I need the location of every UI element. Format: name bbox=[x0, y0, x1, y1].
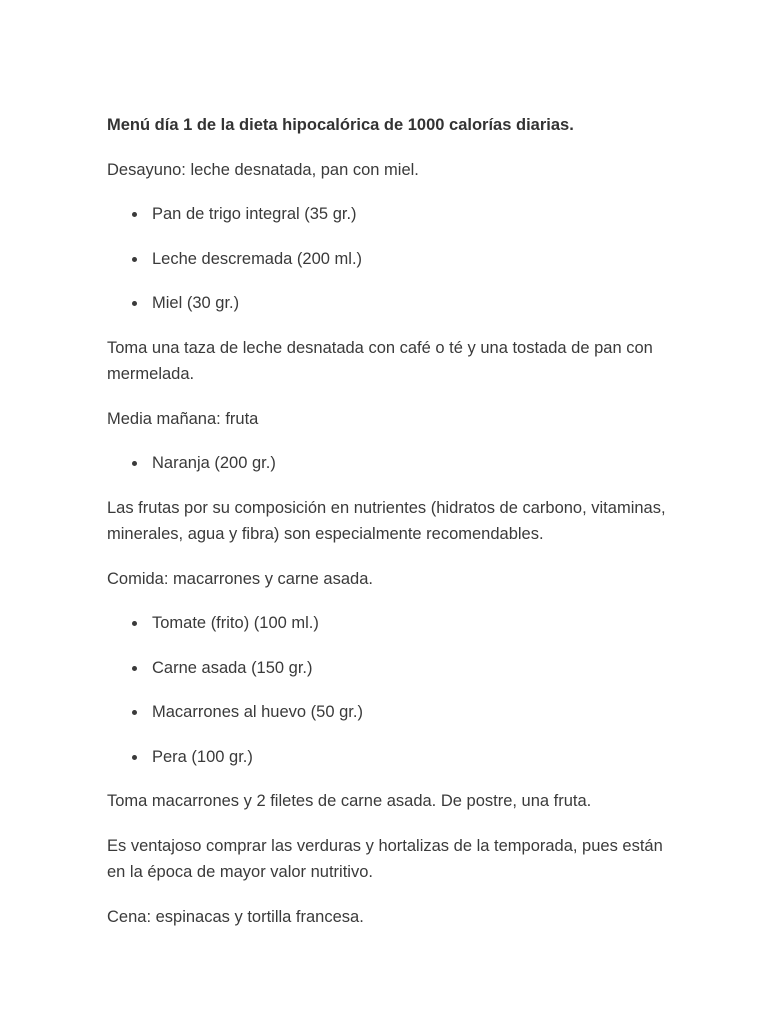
lunch-list bbox=[107, 610, 667, 770]
lunch-note: Toma macarrones y 2 filetes de carne asada. De postre, una fruta. bbox=[107, 792, 592, 810]
breakfast-heading: Desayuno: leche desnatada, pan con miel. bbox=[107, 160, 419, 179]
midmorning-list bbox=[107, 450, 667, 477]
list-item: Carne asada (150 gr.) bbox=[152, 655, 667, 682]
list-item: Tomate (frito) (100 ml.) bbox=[152, 610, 667, 637]
list-item: Naranja (200 gr.) bbox=[152, 450, 667, 477]
document-body bbox=[107, 112, 667, 948]
dinner-heading: Cena: espinacas y tortilla francesa. bbox=[107, 907, 364, 926]
lunch-note-2: Es ventajoso comprar las verduras y hortalizas de la temporada, pues están en la época de mayor valor nutritivo. bbox=[107, 836, 663, 881]
midmorning-heading: Media mañana: fruta bbox=[107, 409, 259, 428]
list-item: Miel (30 gr.) bbox=[152, 290, 667, 317]
page-title: Menú día 1 de la dieta hipocalórica de 1000 calorías diarias. bbox=[107, 116, 574, 134]
lunch-heading: Comida: macarrones y carne asada. bbox=[107, 569, 373, 588]
breakfast-note: Toma una taza de leche desnatada con café o té y una tostada de pan con mermelada. bbox=[107, 338, 653, 383]
list-item: Leche descremada (200 ml.) bbox=[152, 246, 667, 273]
list-item: Pera (100 gr.) bbox=[152, 744, 667, 771]
midmorning-note: Las frutas por su composición en nutrientes (hidratos de carbono, vitaminas, minerales, agua y fibra) son especialmente recomendables. bbox=[107, 498, 666, 543]
list-item: Macarrones al huevo (50 gr.) bbox=[152, 699, 667, 726]
breakfast-list bbox=[107, 201, 667, 317]
list-item: Pan de trigo integral (35 gr.) bbox=[152, 201, 667, 228]
